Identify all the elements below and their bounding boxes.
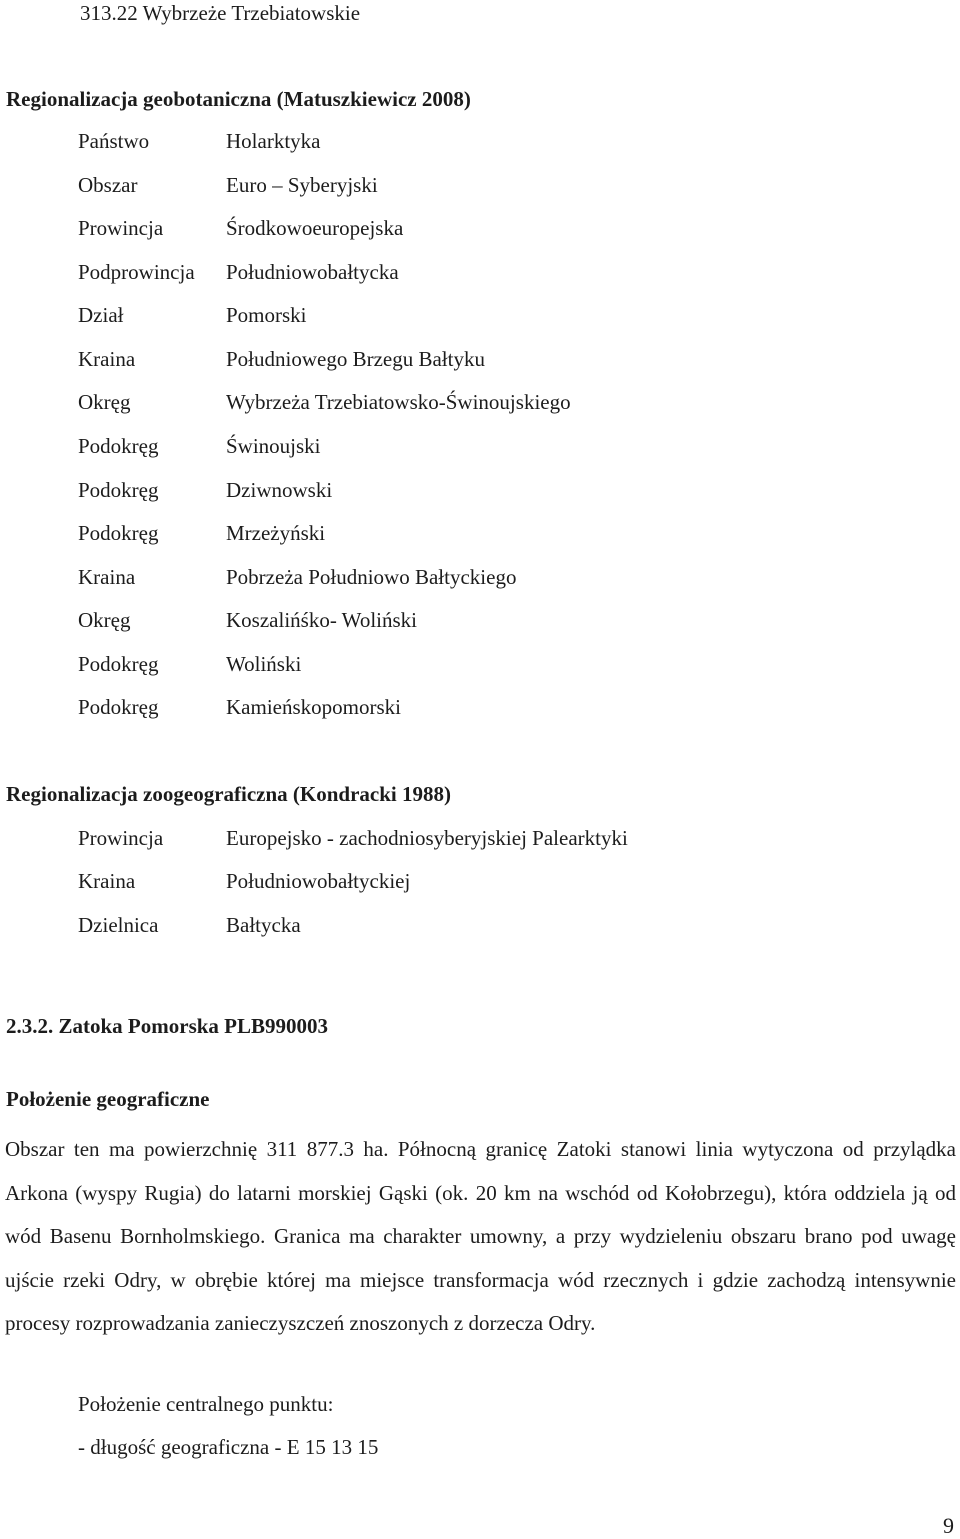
table-row — [78, 172, 378, 198]
row-label: Dział — [78, 303, 124, 327]
row-value: Holarktyka — [226, 129, 321, 153]
table-row — [78, 825, 628, 851]
row-label: Podokręg — [78, 521, 159, 545]
table-row — [78, 389, 571, 415]
table-row — [78, 128, 320, 154]
row-value: Dziwnowski — [226, 478, 333, 502]
row-label: Kraina — [78, 347, 136, 371]
row-label: Kraina — [78, 565, 136, 589]
row-value: Południowego Brzegu Bałtyku — [226, 347, 485, 371]
table-row — [78, 520, 325, 546]
row-value: Koszalińśko- Woliński — [226, 608, 417, 632]
table-row — [78, 259, 399, 285]
central-point-label: Położenie centralnego punktu: — [78, 1392, 334, 1416]
table-row — [78, 564, 516, 590]
section-subheading: Położenie geograficzne — [6, 1087, 210, 1111]
row-label: Okręg — [78, 608, 131, 632]
table-row — [78, 694, 401, 720]
row-value: Mrzeżyński — [226, 521, 326, 545]
table-row — [78, 607, 417, 633]
page-number: 9 — [943, 1513, 954, 1538]
row-value: Świnoujski — [226, 434, 321, 458]
row-label: Podprowincja — [78, 260, 195, 284]
row-label: Okręg — [78, 390, 131, 414]
table-row — [78, 912, 301, 938]
row-label: Państwo — [78, 129, 150, 153]
row-label: Podokręg — [78, 434, 159, 458]
table-row — [78, 477, 332, 503]
row-label: Obszar — [78, 173, 138, 197]
zoogeographical-heading: Regionalizacja zoogeograficzna (Kondracki 1988) — [6, 782, 451, 806]
row-value: Pomorski — [226, 303, 307, 327]
row-label: Podokręg — [78, 478, 159, 502]
table-row — [78, 651, 301, 677]
row-value: Kamieńskopomorski — [226, 695, 401, 719]
row-value: Bałtycka — [226, 913, 301, 937]
table-row — [78, 868, 410, 894]
body-paragraph: Obszar ten ma powierzchnię 311 877.3 ha. Północną granicę Zatoki stanowi linia wytyczona od przylądka Arkona (wyspy Rugia) do latarni morskiej Gąski (ok. 20 km na wschód od Kołobrzegu), która oddziela ją od wód Basenu Bornholmskiego. Granica ma charakter umowny, a przy wydzieleniu obszaru brano pod uwagę ujście rzeki Odry, w obrębie której ma miejsce transformacja wód rzecznych i gdzie zachodzą intensywnie procesy rozprowadzania zanieczyszczeń znoszonych z dorzecza Odry. — [5, 1137, 956, 1336]
table-row — [78, 302, 307, 328]
table-row — [78, 346, 485, 372]
row-value: Wybrzeża Trzebiatowsko-Świnoujskiego — [226, 390, 571, 414]
row-value: Południowobałtycka — [226, 260, 399, 284]
table-row — [78, 215, 403, 241]
row-value: Południowobałtyckiej — [226, 869, 411, 893]
section-heading: 2.3.2. Zatoka Pomorska PLB990003 — [6, 1014, 329, 1038]
page-top-title: 313.22 Wybrzeże Trzebiatowskie — [80, 1, 361, 25]
row-value: Woliński — [226, 652, 302, 676]
row-label: Prowincja — [78, 826, 164, 850]
row-label: Podokręg — [78, 695, 159, 719]
longitude-line: - długość geograficzna - E 15 13 15 — [78, 1435, 379, 1459]
row-label: Kraina — [78, 869, 136, 893]
row-value: Środkowoeuropejska — [226, 216, 404, 240]
row-label: Prowincja — [78, 216, 164, 240]
table-row — [78, 433, 321, 459]
row-value: Pobrzeża Południowo Bałtyckiego — [226, 565, 517, 589]
row-value: Euro – Syberyjski — [226, 173, 378, 197]
row-label: Podokręg — [78, 652, 159, 676]
geobotanical-heading: Regionalizacja geobotaniczna (Matuszkiewicz 2008) — [6, 87, 471, 111]
row-value: Europejsko - zachodniosyberyjskiej Palearktyki — [226, 826, 628, 850]
row-label: Dzielnica — [78, 913, 159, 937]
